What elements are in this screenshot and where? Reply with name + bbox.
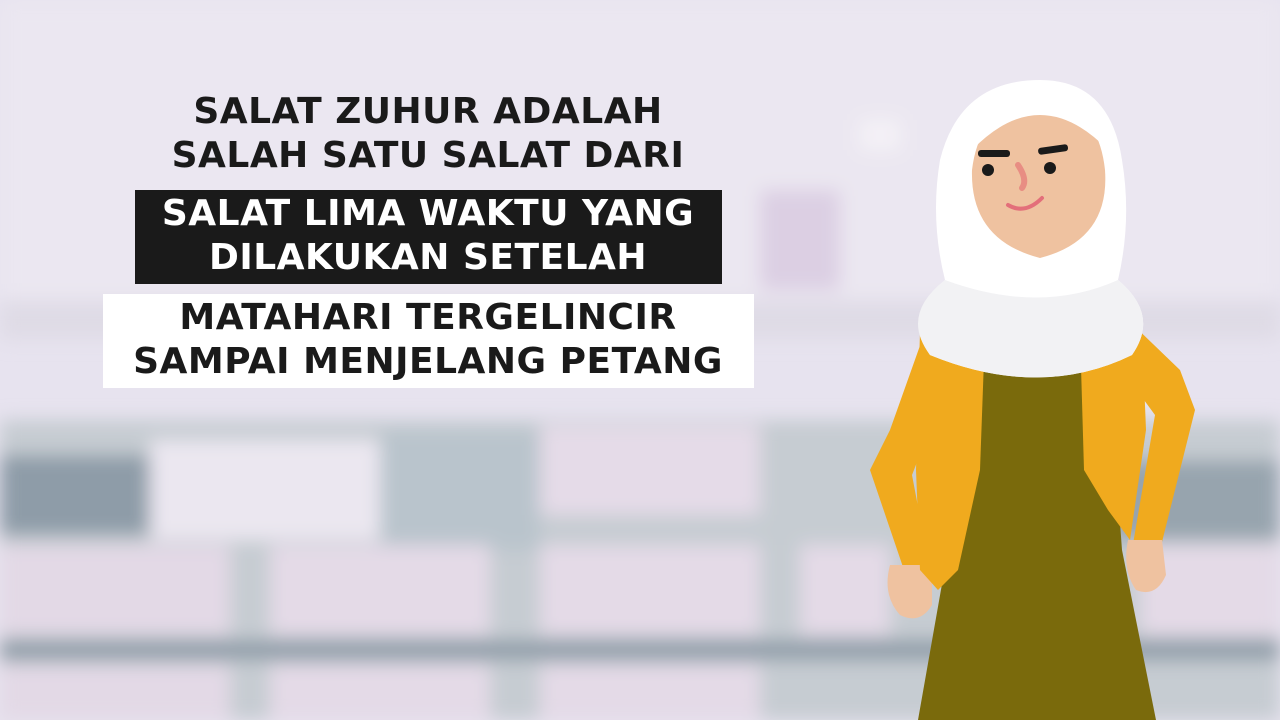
caption-line-6: SAMPAI MENJELANG PETANG: [133, 341, 723, 382]
caption-group-dark: [135, 190, 722, 284]
caption-line-3: SALAT LIMA WAKTU YANG: [161, 193, 695, 234]
caption-line-1: SALAT ZUHUR ADALAH: [193, 91, 663, 132]
caption-line-2: SALAH SATU SALAT DARI: [171, 135, 685, 176]
left-eyebrow: [978, 150, 1010, 157]
left-eye: [982, 164, 994, 176]
caption-line-4: DILAKUKAN SETELAH: [208, 237, 648, 278]
caption-line-5: MATAHARI TERGELINCIR: [179, 297, 677, 338]
caption-group-plain: [152, 86, 705, 184]
caption-overlay: [98, 86, 758, 388]
right-eye: [1044, 162, 1056, 174]
hijab-woman-illustration: [860, 70, 1220, 720]
caption-group-light: [103, 294, 754, 388]
right-hand: [1126, 540, 1166, 592]
